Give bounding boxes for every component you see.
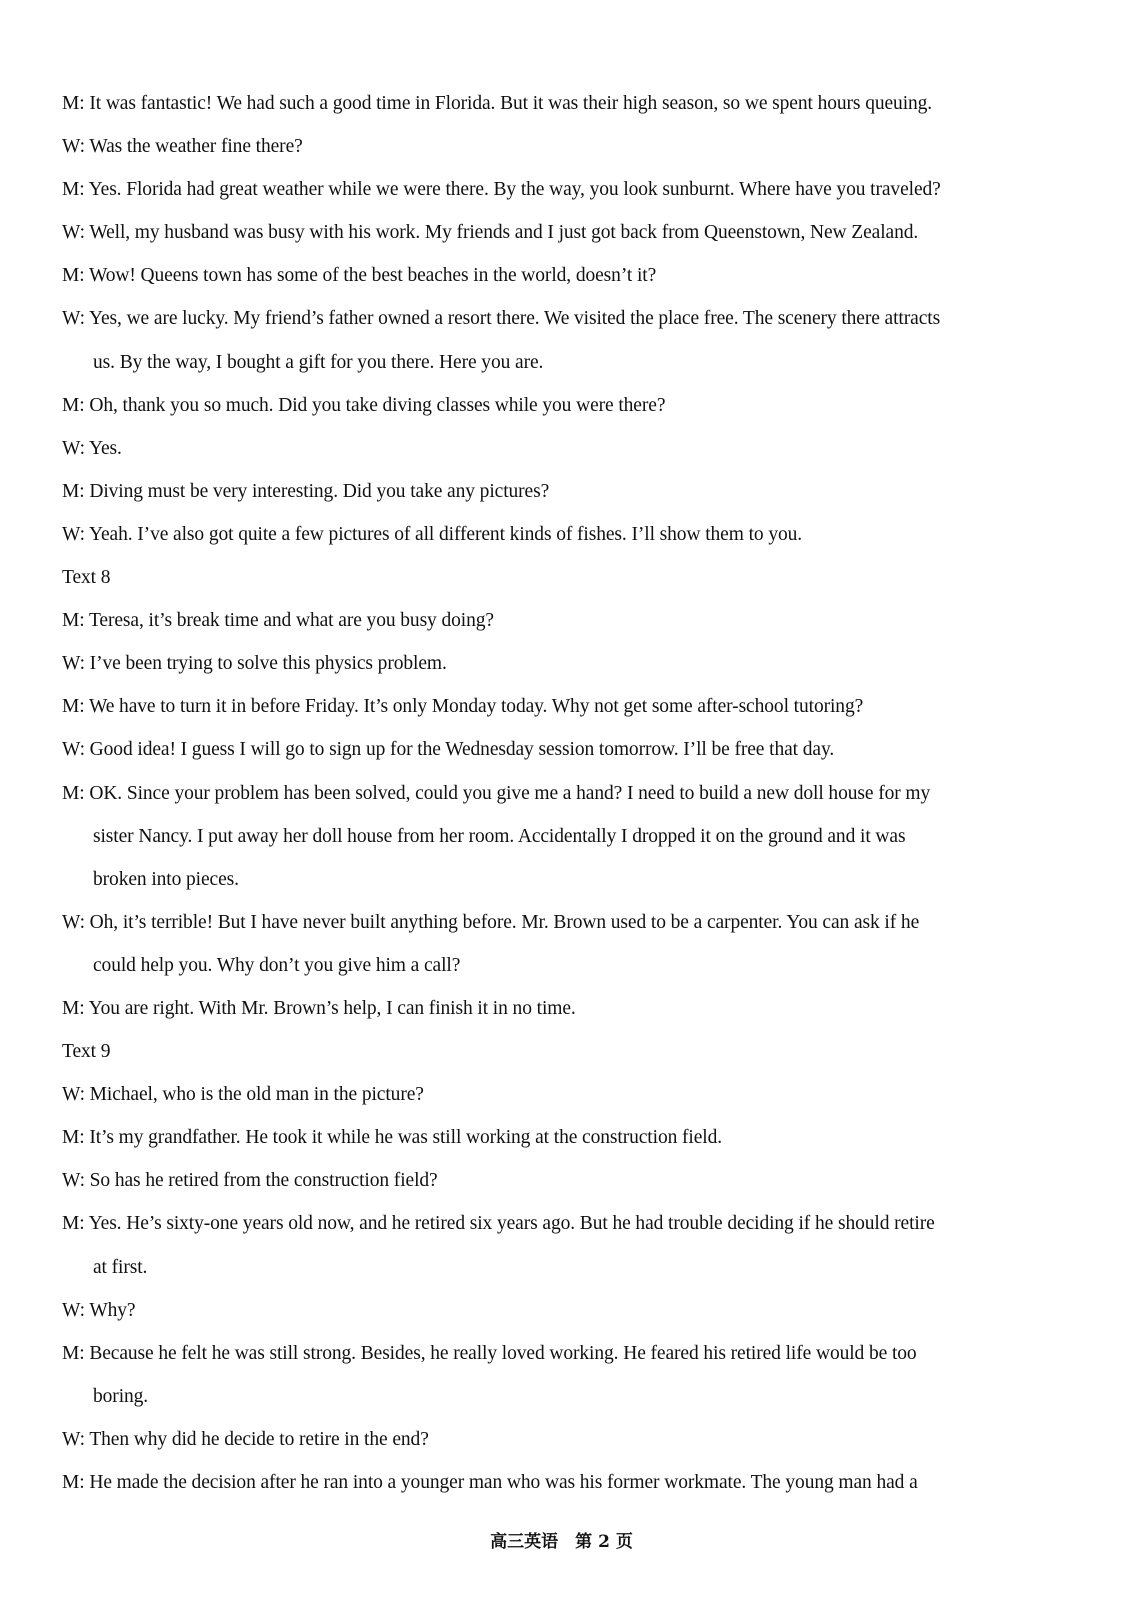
dialogue-line: M: Yes. Florida had great weather while we were there. By the way, you look sunburnt. Where have you traveled? xyxy=(62,179,941,201)
transcript-body xyxy=(62,82,1052,1504)
dialogue-line: W: Michael, who is the old man in the picture? xyxy=(62,1084,424,1106)
dialogue-line-continuation: us. By the way, I bought a gift for you there. Here you are. xyxy=(93,351,544,373)
dialogue-line: M: We have to turn it in before Friday. It’s only Monday today. Why not get some after-school tutoring? xyxy=(62,696,864,718)
dialogue-line: W: So has he retired from the construction field? xyxy=(62,1170,438,1192)
dialogue-line: M: Teresa, it’s break time and what are you busy doing? xyxy=(62,610,494,632)
dialogue-line-continuation: sister Nancy. I put away her doll house from her room. Accidentally I dropped it on the ground and it was xyxy=(93,825,906,847)
dialogue-line: M: Because he felt he was still strong. Besides, he really loved working. He feared his retired life would be too xyxy=(62,1342,917,1364)
page-footer: 高三英语 第 2 页 xyxy=(490,1532,633,1552)
dialogue-line: W: Yes. xyxy=(62,437,122,459)
dialogue-line: M: It’s my grandfather. He took it while he was still working at the construction field. xyxy=(62,1127,723,1149)
dialogue-line: M: Diving must be very interesting. Did you take any pictures? xyxy=(62,480,550,502)
section-heading: Text 8 xyxy=(62,567,111,589)
dialogue-line: W: Was the weather fine there? xyxy=(62,136,303,158)
dialogue-line: W: Oh, it’s terrible! But I have never built anything before. Mr. Brown used to be a carpenter. You can ask if he xyxy=(62,911,920,933)
dialogue-line: M: OK. Since your problem has been solved, could you give me a hand? I need to build a new doll house for my xyxy=(62,782,931,804)
dialogue-line: W: Yes, we are lucky. My friend’s father owned a resort there. We visited the place free. The scenery there attracts xyxy=(62,308,941,330)
dialogue-line: M: He made the decision after he ran into a younger man who was his former workmate. The young man had a xyxy=(62,1472,918,1493)
dialogue-line: M: Wow! Queens town has some of the best beaches in the world, doesn’t it? xyxy=(62,265,657,287)
dialogue-line: W: Then why did he decide to retire in the end? xyxy=(62,1428,429,1450)
dialogue-line: W: Well, my husband was busy with his work. My friends and I just got back from Queenstown, New Zealand. xyxy=(62,222,919,244)
dialogue-line-continuation: could help you. Why don’t you give him a call? xyxy=(93,954,461,976)
dialogue-line: W: Yeah. I’ve also got quite a few pictures of all different kinds of fishes. I’ll show them to you. xyxy=(62,523,803,545)
dialogue-line: M: You are right. With Mr. Brown’s help, I can finish it in no time. xyxy=(62,997,576,1019)
dialogue-line: W: Why? xyxy=(62,1299,136,1321)
dialogue-line: M: Yes. He’s sixty-one years old now, and he retired six years ago. But he had trouble deciding if he should retire xyxy=(62,1213,935,1235)
dialogue-line: W: Good idea! I guess I will go to sign up for the Wednesday session tomorrow. I’ll be free that day. xyxy=(62,739,835,761)
dialogue-line-continuation: boring. xyxy=(93,1385,149,1407)
dialogue-line-continuation: broken into pieces. xyxy=(93,868,239,890)
dialogue-line: W: I’ve been trying to solve this physics problem. xyxy=(62,653,447,675)
dialogue-line: M: Oh, thank you so much. Did you take diving classes while you were there? xyxy=(62,394,666,416)
dialogue-line: M: It was fantastic! We had such a good time in Florida. But it was their high season, so we spent hours queuing. xyxy=(62,93,933,114)
section-heading: Text 9 xyxy=(62,1041,111,1063)
dialogue-line-continuation: at first. xyxy=(93,1256,148,1278)
